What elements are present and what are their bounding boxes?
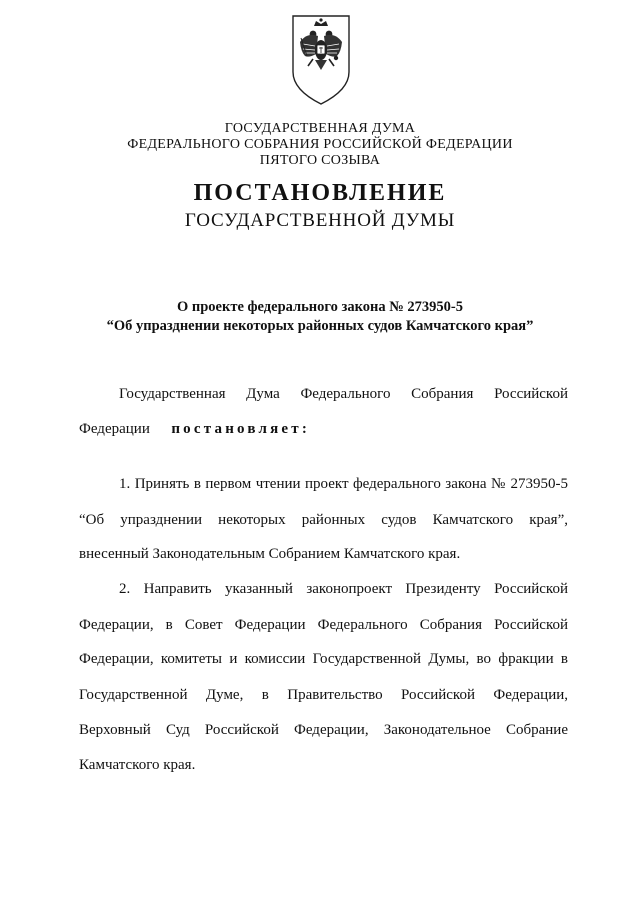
item2-line-3: Федерации, комитеты и комиссии Государственной Думы, во фракции в [79,651,568,667]
decree-word: постановляет: [171,421,311,437]
subject-line-2: “Об упразднении некоторых районных судов Камчатского края” [106,318,534,334]
item2-line-2: Федерации, в Совет Федерации Федерального Собрания Российской [79,617,568,633]
header-line-3: ПЯТОГО СОЗЫВА [259,153,381,168]
document-subtitle: ГОСУДАРСТВЕННОЙ ДУМЫ [184,210,456,231]
item1-line-2: “Об упразднении некоторых районных судов Камчатского края”, [79,512,568,528]
subject-line-1: О проекте федерального закона № 273950-5 [176,299,464,315]
document-title: ПОСТАНОВЛЕНИЕ [193,180,447,206]
item2-line-4: Государственной Думе, в Правительство Российской Федерации, [79,687,568,703]
item2-line-5: Верховный Суд Российской Федерации, Законодательное Собрание [79,722,568,738]
header-line-1: ГОСУДАРСТВЕННАЯ ДУМА [224,121,416,136]
item1-line-1: 1. Принять в первом чтении проект федерального закона № 273950-5 [119,476,568,492]
preamble-line-1: Государственная Дума Федерального Собрания Российской [119,386,568,402]
header-line-2: ФЕДЕРАЛЬНОГО СОБРАНИЯ РОССИЙСКОЙ ФЕДЕРАЦИИ [127,137,513,152]
preamble-line-2 [79,421,568,438]
item1-line-3: внесенный Законодательным Собранием Камчатского края. [79,546,461,562]
item2-line-6: Камчатского края. [79,757,196,773]
preamble-text: Федерации [79,421,150,437]
item2-line-1: 2. Направить указанный законопроект Президенту Российской [119,581,568,597]
coat-of-arms-icon [289,12,353,108]
